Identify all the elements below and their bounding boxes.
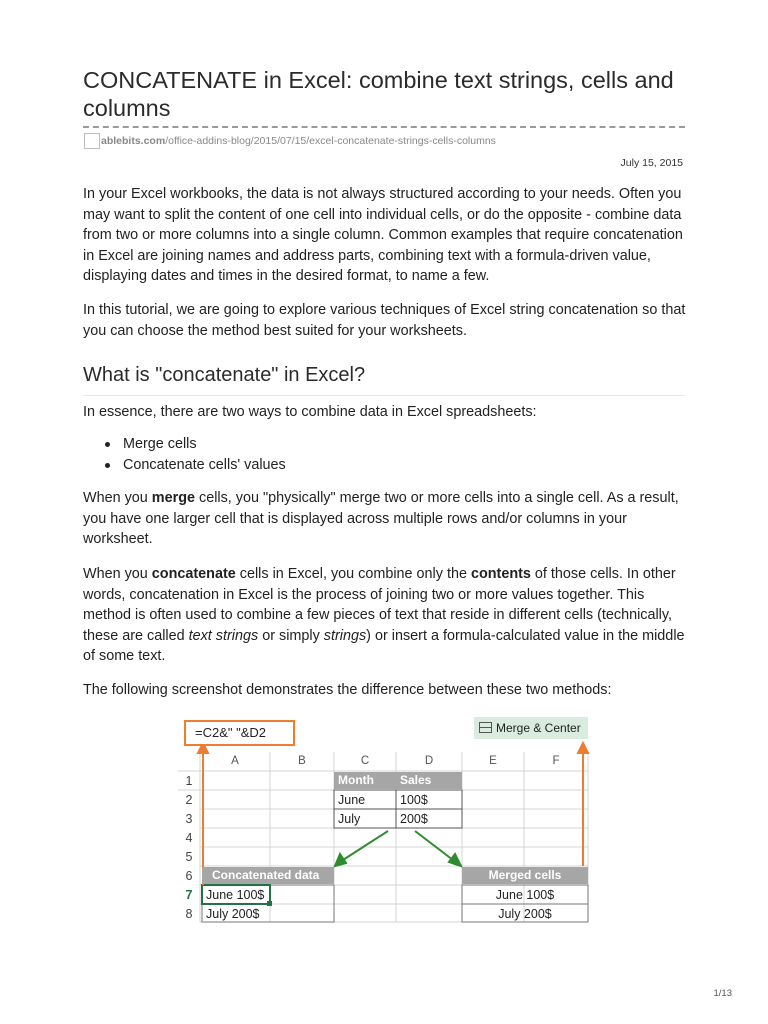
screenshot-intro: The following screenshot demonstrates the difference between these two methods: — [83, 682, 612, 698]
source-domain: ablebits.com — [101, 135, 166, 147]
cell-concat-june: June 100$ — [206, 888, 265, 902]
row-number: 8 — [185, 907, 193, 921]
row-number: 5 — [185, 850, 193, 864]
list-item: Merge cells — [83, 434, 286, 455]
cell-sales-june: 100$ — [400, 793, 428, 807]
page-title: CONCATENATE in Excel: combine text strings, cells and columns — [83, 67, 674, 121]
merge-term: merge — [151, 490, 195, 506]
cell-month-june: June — [338, 793, 366, 807]
header-concatenated: Concatenated data — [202, 867, 334, 884]
contents-term: contents — [470, 566, 531, 582]
cell-sales-july: 200$ — [400, 812, 428, 826]
cell-merged-june: June 100$ — [495, 888, 555, 902]
header-sales: Sales — [396, 772, 462, 789]
concatenate-paragraph: When you concatenate cells in Excel, you combine only the contents of those cells. In other words, concatenation in Excel is the process of joining two or more values together. This method is often used to combine a few pieces of text that reside in different cells (technically, these are called text strings or simply strings) or insert a formula-calculated value in the middle of some text. — [83, 566, 685, 665]
header-merged: Merged cells — [462, 867, 588, 884]
list-item: Concatenate cells' values — [83, 455, 286, 476]
row-number: 1 — [185, 774, 193, 788]
intro-paragraph-2: In this tutorial, we are going to explore various techniques of Excel string concatenation so that you can choose the method best suited for your worksheets. — [83, 302, 686, 339]
section-divider — [83, 395, 685, 396]
methods-list — [83, 434, 286, 476]
source-path: /office-addins-blog/2015/07/15/excel-concatenate-strings-cells-columns — [165, 135, 496, 147]
col-header-c: C — [360, 755, 370, 767]
row-number: 2 — [185, 793, 193, 807]
col-header-b: B — [298, 755, 306, 767]
formula-bar: =C2&" "&D2 — [184, 720, 295, 746]
publish-date: July 15, 2015 — [620, 157, 683, 169]
col-header-f: F — [552, 755, 560, 767]
row-number: 3 — [185, 812, 193, 826]
row-number: 4 — [185, 831, 193, 845]
cell-month-july: July — [338, 812, 361, 826]
row-number-active: 7 — [185, 888, 193, 902]
source-checkbox — [84, 133, 100, 149]
col-header-d: D — [424, 755, 434, 767]
section-heading: What is "concatenate" in Excel? — [83, 364, 366, 386]
merge-center-button: Merge & Center — [474, 717, 588, 739]
intro-paragraph-1: In your Excel workbooks, the data is not always structured according to your needs. Often you may want to split the content of one cell into individual cells, or do the opposite - combine data from two or more columns into a single column. Common examples that require concatenation in Excel are joining names and address parts, combining text with a formula-driven value, displaying dates and times in the desired format, to name a few. — [83, 186, 683, 285]
merge-paragraph: When you merge cells, you "physically" merge two or more cells into a single cell. As a result, you have one larger cell that is displayed across multiple rows and/or columns in your worksheet. — [83, 490, 679, 548]
row-number: 6 — [185, 869, 193, 883]
source-url[interactable] — [101, 135, 496, 147]
col-header-a: A — [231, 755, 239, 767]
title-divider — [83, 126, 685, 128]
merge-center-icon — [479, 722, 492, 733]
col-header-e: E — [489, 755, 497, 767]
header-month: Month — [334, 772, 396, 789]
cell-merged-july: July 200$ — [498, 907, 552, 921]
concatenate-term: concatenate — [151, 566, 236, 582]
cell-concat-july: July 200$ — [206, 907, 260, 921]
essence-paragraph: In essence, there are two ways to combine data in Excel spreadsheets: — [83, 404, 537, 420]
page-number: 1/13 — [713, 988, 732, 999]
